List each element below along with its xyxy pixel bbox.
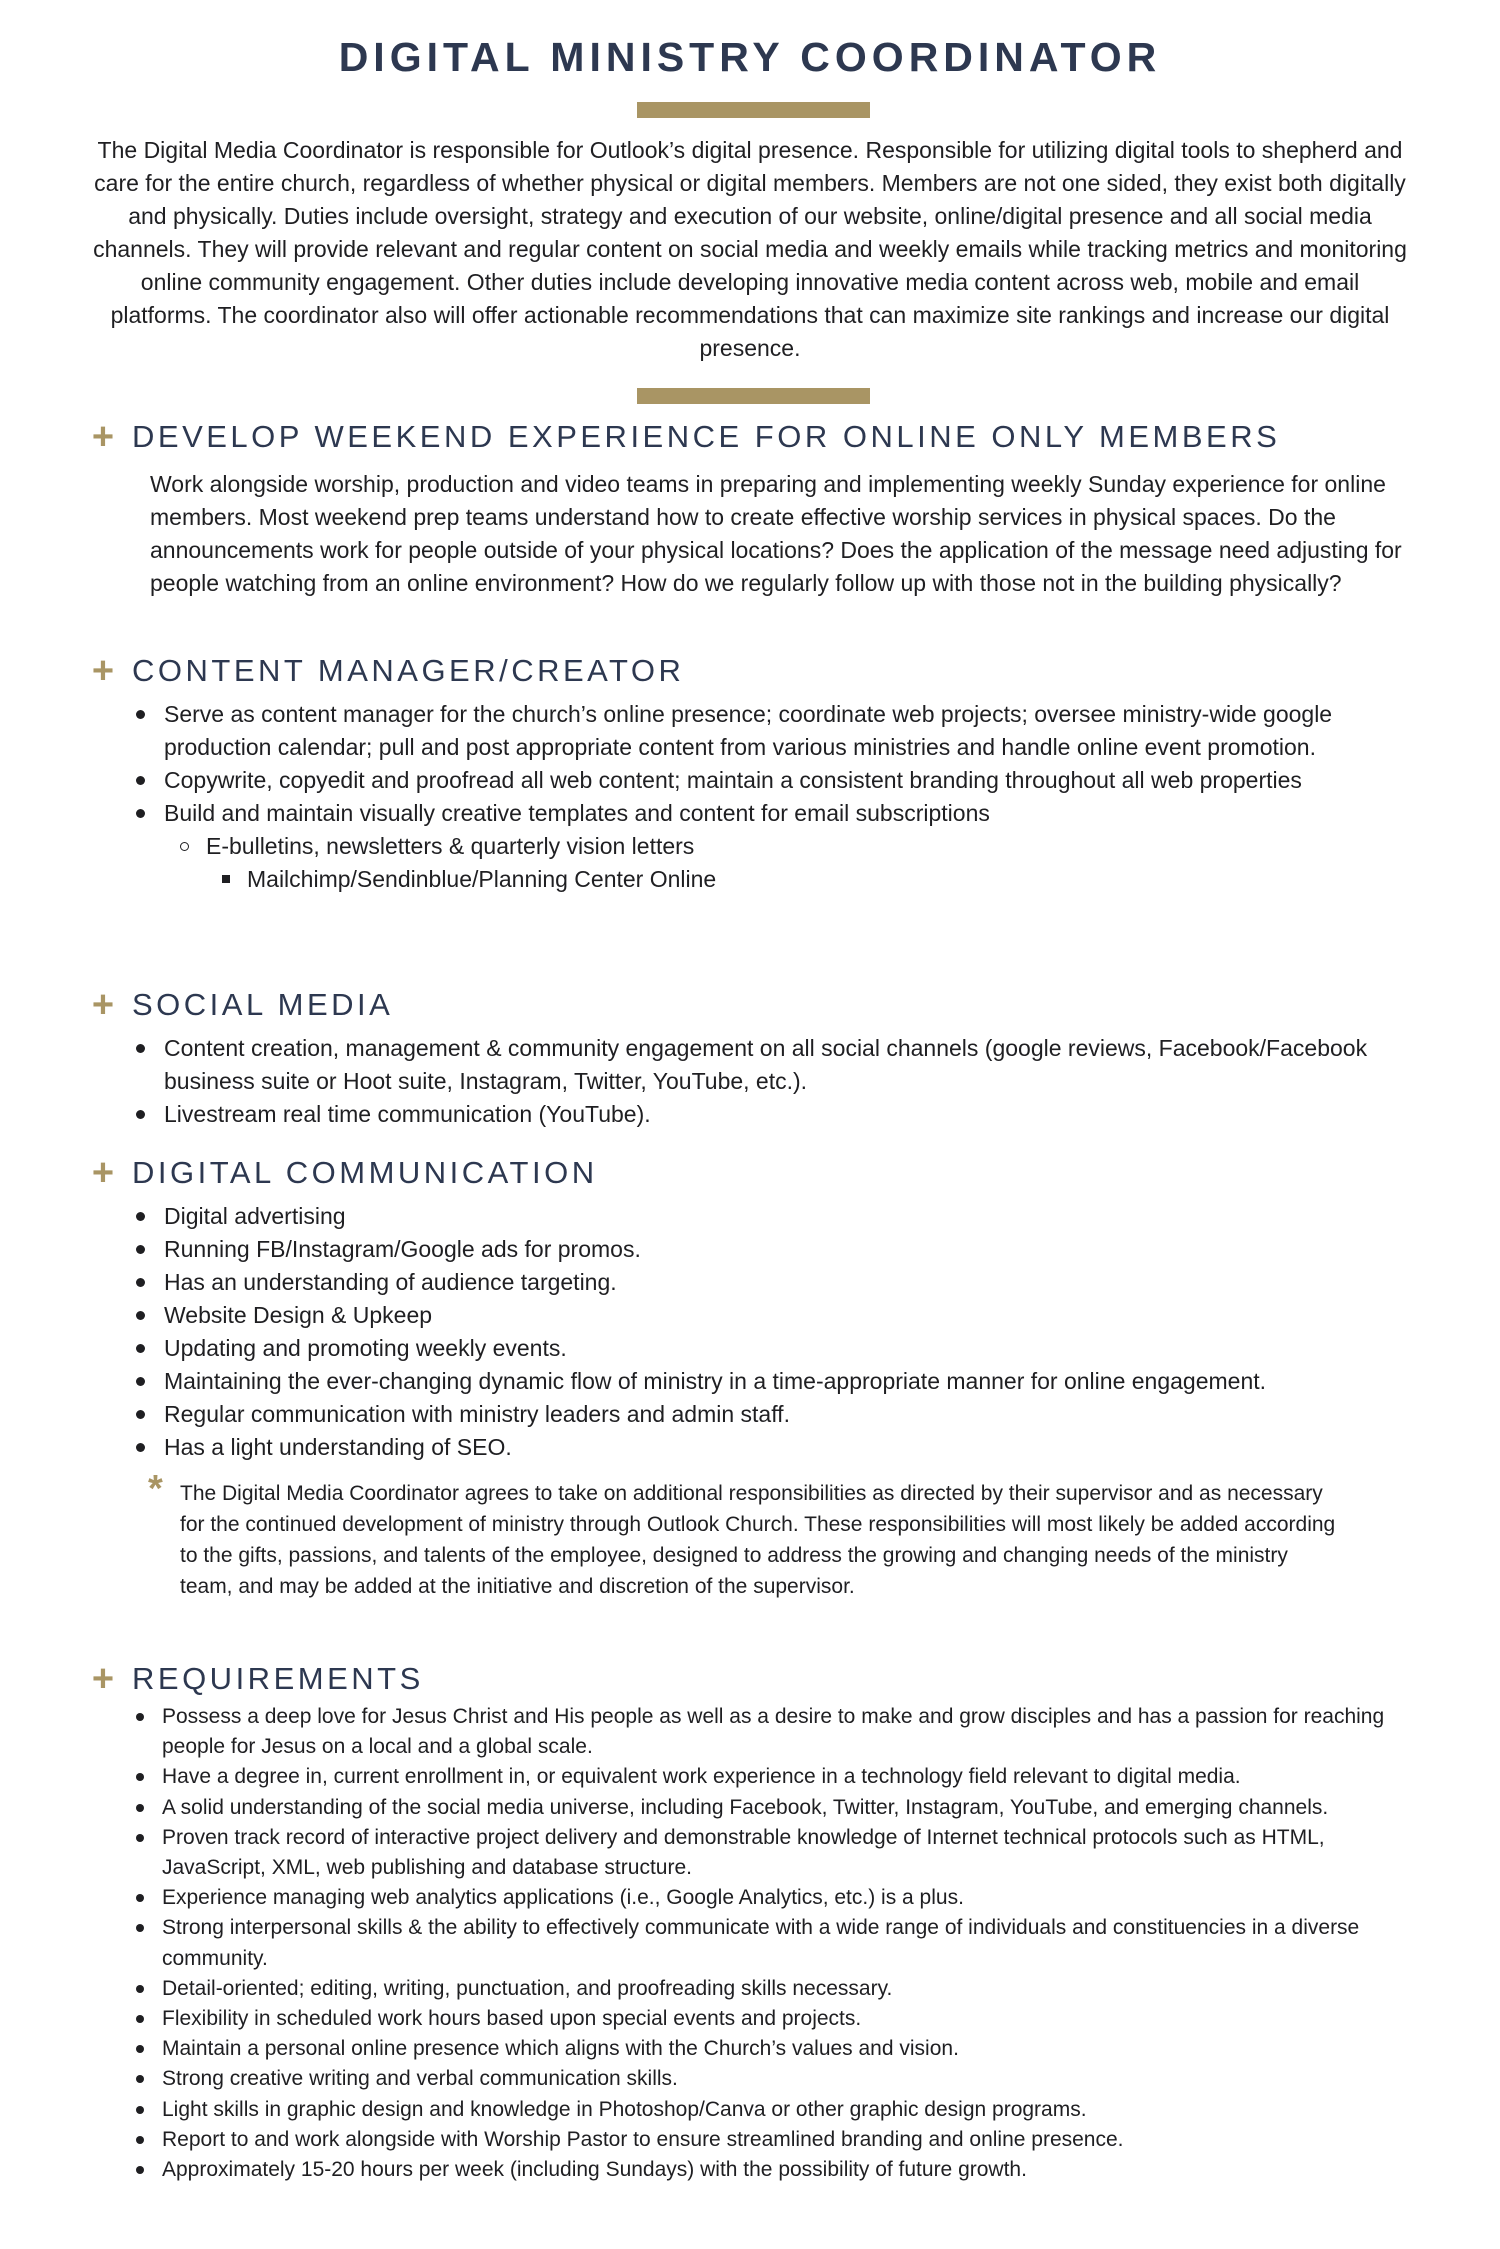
square-bullet-icon [222, 875, 230, 883]
bullet-list [88, 1032, 1414, 1131]
list-item [162, 2064, 1422, 2094]
responsibilities-note [148, 1468, 1340, 1602]
plus-icon: + [91, 984, 115, 1026]
list-item-text: Website Design & Upkeep [164, 1302, 433, 1328]
sub-sub-list [206, 863, 1414, 896]
list-item [162, 2125, 1422, 2155]
section-content-manager [88, 648, 1418, 896]
list-item-text: Content creation, management & community engagement on all social channels (google reviews, Facebook/Facebook business suite or Hoot suite, Instagram, Twitter, YouTube, etc.). [164, 1035, 1368, 1094]
section-heading [88, 648, 1418, 694]
bullet-list [88, 1200, 1414, 1464]
list-item-text: Have a degree in, current enrollment in, or equivalent work experience in a technology field relevant to digital media. [162, 1765, 1241, 1789]
bullet-icon [136, 2075, 144, 2083]
list-item-text: Maintain a personal online presence which aligns with the Church’s values and vision. [162, 2037, 959, 2061]
bullet-icon [136, 1245, 145, 1254]
bullet-icon [136, 1278, 145, 1287]
list-item [164, 1032, 1414, 1098]
section-heading-text: DIGITAL COMMUNICATION [132, 1155, 598, 1190]
list-item [164, 1431, 1414, 1464]
bullet-icon [136, 1344, 145, 1353]
list-item [162, 2034, 1422, 2064]
sub-sub-list-item-text: Mailchimp/Sendinblue/Planning Center Online [247, 866, 717, 892]
list-item-text: Copywrite, copyedit and proofread all web content; maintain a consistent branding throughout all web properties [164, 767, 1302, 793]
bullet-icon [136, 2015, 144, 2023]
section-digital-communication [88, 1150, 1418, 1602]
list-item-text: Light skills in graphic design and knowledge in Photoshop/Canva or other graphic design programs. [162, 2097, 1087, 2121]
list-item-text: Flexibility in scheduled work hours based upon special events and projects. [162, 2007, 862, 2031]
section-paragraph: Work alongside worship, production and video teams in preparing and implementing weekly Sunday experience for online members. Most weekend prep teams understand how to create effective worship services in physical spaces. Do the announcements work for people outside of your physical locations? Does the application of the message need adjusting for people watching from an online environment? How do we regularly follow up with those not in the building physically? [150, 471, 1402, 596]
circle-bullet-icon [180, 842, 189, 851]
bullet-icon [136, 1377, 145, 1386]
list-item [162, 2155, 1422, 2185]
list-item-text: Detail-oriented; editing, writing, punctuation, and proofreading skills necessary. [162, 1976, 893, 2000]
list-item [164, 1299, 1414, 1332]
list-item-text: Maintaining the ever-changing dynamic flow of ministry in a time-appropriate manner for online engagement. [164, 1368, 1267, 1394]
list-item-text: Strong interpersonal skills & the ability to effectively communicate with a wide range of individuals and constituencies in a diverse community. [162, 1916, 1360, 1970]
bullet-icon [136, 809, 145, 818]
bullet-icon [136, 776, 145, 785]
list-item-text: Experience managing web analytics applications (i.e., Google Analytics, etc.) is a plus. [162, 1886, 964, 1910]
bullet-icon [136, 1985, 144, 1993]
list-item [162, 1974, 1422, 2004]
sub-sub-list-item [247, 863, 1414, 896]
list-item [162, 1762, 1422, 1792]
bullet-icon [136, 2045, 144, 2053]
section-weekend-experience [88, 414, 1418, 600]
plus-icon: + [91, 416, 115, 458]
section-heading-text: DEVELOP WEEKEND EXPERIENCE FOR ONLINE ONLY MEMBERS [132, 419, 1281, 454]
list-item [162, 1883, 1422, 1913]
list-item [164, 1365, 1414, 1398]
list-item [164, 1200, 1414, 1233]
section-heading [88, 1150, 1418, 1196]
sub-list [164, 830, 1414, 896]
bullet-icon [136, 1443, 145, 1452]
bullet-icon [136, 1044, 145, 1053]
section-heading-text: CONTENT MANAGER/CREATOR [132, 653, 685, 688]
list-item-text: Report to and work alongside with Worship Pastor to ensure streamlined branding and online presence. [162, 2127, 1124, 2151]
divider-top [637, 102, 870, 118]
section-heading-text: REQUIREMENTS [132, 1661, 424, 1696]
bullet-icon [136, 1924, 144, 1932]
list-item [164, 764, 1414, 797]
list-item-text: Digital advertising [164, 1203, 346, 1229]
list-item [162, 1823, 1422, 1883]
list-item-text: Running FB/Instagram/Google ads for promos. [164, 1236, 641, 1262]
list-item-text: Approximately 15-20 hours per week (including Sundays) with the possibility of future growth. [162, 2158, 1027, 2182]
list-item [162, 2095, 1422, 2125]
bullet-icon [136, 1410, 145, 1419]
bullet-icon [136, 1804, 144, 1812]
list-item-text: Serve as content manager for the church’s online presence; coordinate web projects; oversee ministry-wide google production calendar; pull and post appropriate content from various ministries and handle online event promotion. [164, 701, 1333, 760]
plus-icon: + [91, 1152, 115, 1194]
divider-bottom [637, 388, 870, 404]
list-item [164, 1233, 1414, 1266]
list-item [164, 698, 1414, 764]
sub-list-item [206, 830, 1414, 896]
plus-icon: + [91, 650, 115, 692]
bullet-icon [136, 1311, 145, 1320]
list-item-text: Has an understanding of audience targeting. [164, 1269, 617, 1295]
section-heading [88, 414, 1418, 460]
list-item-text: Strong creative writing and verbal communication skills. [162, 2067, 678, 2091]
list-item-text: Build and maintain visually creative templates and content for email subscriptions [164, 800, 990, 826]
list-item-text: Possess a deep love for Jesus Christ and His people as well as a desire to make and grow disciples and has a passion for reaching people for Jesus on a local and a global scale. [162, 1705, 1385, 1759]
bullet-icon [136, 1834, 144, 1842]
list-item [164, 1398, 1414, 1431]
requirements-list [88, 1702, 1422, 2185]
asterisk-icon: * [148, 1468, 163, 1510]
bullet-icon [136, 2136, 144, 2144]
list-item-text: Proven track record of interactive project delivery and demonstrable knowledge of Internet technical protocols such as HTML, JavaScript, XML, web publishing and database structure. [162, 1825, 1325, 1880]
intro-paragraph: The Digital Media Coordinator is responsible for Outlook’s digital presence. Responsible for utilizing digital tools to shepherd and care for the entire church, regardless of whether physical or digital members. Members are not one sided, they exist both digitally and physically. Duties include oversight, strategy and execution of our website, online/digital presence and all social media channels. They will provide relevant and regular content on social media and weekly emails while tracking metrics and monitoring online community engagement. Other duties include developing innovative media content across web, mobile and email platforms. The coordinator also will offer actionable recommendations that can maximize site rankings and increase our digital presence. [93, 137, 1407, 361]
section-heading [88, 1656, 1418, 1702]
page-title: DIGITAL MINISTRY COORDINATOR [338, 34, 1162, 80]
list-item-text: Has a light understanding of SEO. [164, 1434, 512, 1460]
bullet-icon [136, 2166, 144, 2174]
list-item-text: Updating and promoting weekly events. [164, 1335, 567, 1361]
list-item [162, 1793, 1422, 1823]
bullet-icon [136, 1773, 144, 1781]
plus-icon: + [91, 1658, 115, 1700]
list-item-text: Regular communication with ministry leaders and admin staff. [164, 1401, 790, 1427]
section-heading [88, 982, 1418, 1028]
bullet-icon [136, 2106, 144, 2114]
bullet-list [88, 698, 1414, 896]
list-item [162, 1913, 1422, 1973]
list-item [164, 797, 1414, 896]
list-item [162, 1702, 1422, 1762]
list-item-text: A solid understanding of the social media universe, including Facebook, Twitter, Instagram, YouTube, and emerging channels. [162, 1795, 1329, 1819]
bullet-icon [136, 1713, 144, 1721]
section-heading-text: SOCIAL MEDIA [132, 987, 394, 1022]
section-requirements [88, 1656, 1418, 2185]
list-item [164, 1332, 1414, 1365]
sub-list-item-text: E-bulletins, newsletters & quarterly vision letters [206, 833, 695, 859]
bullet-icon [136, 1894, 144, 1902]
list-item-text: Livestream real time communication (YouTube). [164, 1101, 651, 1127]
list-item [164, 1098, 1414, 1131]
list-item [162, 2004, 1422, 2034]
bullet-icon [136, 1110, 145, 1119]
bullet-icon [136, 710, 145, 719]
bullet-icon [136, 1212, 145, 1221]
section-social-media [88, 982, 1418, 1131]
note-text: The Digital Media Coordinator agrees to take on additional responsibilities as directed by their supervisor and as necessary for the continued development of ministry through Outlook Church. These responsibilities will most likely be added according to the gifts, passions, and talents of the employee, designed to address the growing and changing needs of the ministry team, and may be added at the initiative and discretion of the supervisor. [180, 1482, 1336, 1598]
list-item [164, 1266, 1414, 1299]
